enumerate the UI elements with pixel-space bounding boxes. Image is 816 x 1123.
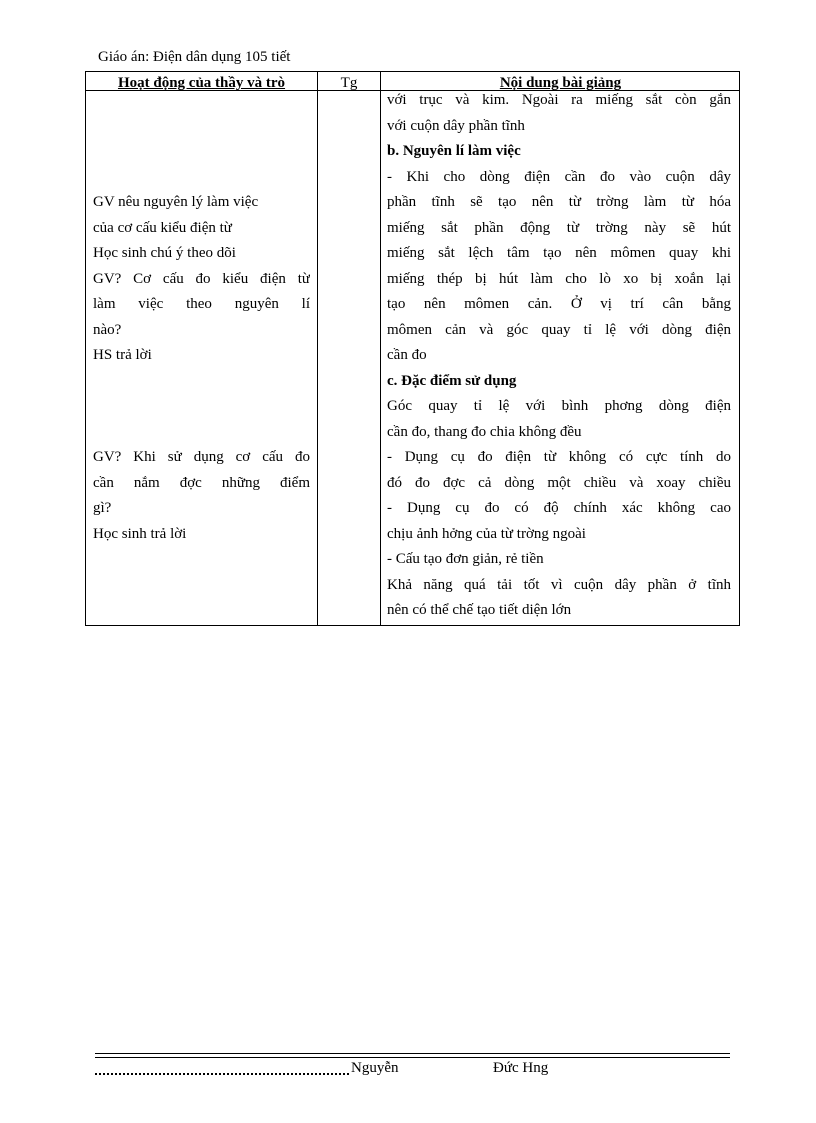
text-line: cần đo, thang đo chia không đều [387,423,582,440]
text-line [93,88,310,114]
text-line: Học sinh chú ý theo dõi [93,245,236,261]
text-line [93,114,310,140]
text-line [93,420,310,446]
text-line: Khả năng quá tải tốt vì cuộn dây phần ở tĩnh [387,576,731,593]
text-line: - Dụng cụ đo điện từ không có cực tính do [387,449,731,465]
lesson-table [85,71,740,626]
text-line: phần tĩnh sẽ tạo nên từ trờng làm từ hóa [387,194,731,210]
text-line: nào? [93,321,122,338]
text-line: làm việc theo nguyên lí [93,296,310,312]
text-line: miếng thép bị hút làm cho lò xo bị xoắn lại [387,270,731,287]
text-line [93,394,310,420]
footer-dotted-leader [95,1059,349,1075]
document-header-title: Giáo án: Điện dân dụng 105 tiết [98,49,291,65]
header-teacher-student-activity: Hoạt động của thầy và trò [117,75,286,90]
text-line: của cơ cấu kiểu điện từ [93,219,232,236]
text-line: Học sinh trả lời [93,525,187,542]
text-line [93,139,310,165]
text-line: gì? [93,500,112,516]
text-line: cần đo [387,347,427,363]
text-line: miếng sắt phần động từ trờng này sẽ hút [387,219,731,236]
text-line: tạo nên mômen cản. Ở vị trí cân bằng [387,296,731,312]
text-line: chịu ảnh hởng của từ trờng ngoài [387,525,586,542]
section-heading: b. Nguyên lí làm việc [387,143,521,159]
column-divider [317,72,318,625]
section-heading: c. Đặc điểm sử dụng [387,372,517,389]
text-line: - Khi cho dòng điện cần đo vào cuộn dây [387,168,731,185]
text-line: đó đo đợc cả dòng một chiều và xoay chiều [387,474,731,491]
text-line: - Dụng cụ đo có độ chính xác không cao [387,500,731,516]
text-line: cần nắm đợc những điểm [93,474,310,491]
text-line: miếng sắt lệch tâm tạo nên mômen quay khi [387,245,731,261]
activity-column [93,88,310,547]
header-lesson-content: Nội dung bài giảng [499,75,622,90]
text-line: GV? Cơ cấu đo kiểu điện từ [93,270,310,287]
text-line: HS trả lời [93,347,152,363]
text-line [93,369,310,395]
text-line: GV nêu nguyên lý làm việc [93,194,259,210]
text-line [93,165,310,191]
footer-author-lastname: Đức Hng [493,1060,549,1076]
column-divider [380,72,381,625]
text-line: mômen cản và góc quay tỉ lệ với dòng điện [387,321,731,338]
text-line: với cuộn dây phần tĩnh [387,117,525,134]
footer-author-firstname: Nguyễn [351,1060,399,1076]
header-time: Tg [340,75,358,90]
text-line: với trục và kim. Ngoài ra miếng sắt còn gắn [387,92,731,108]
text-line: Góc quay tỉ lệ với bình phơng dòng điện [387,398,731,414]
footer-double-rule [95,1053,730,1058]
text-line: nên có thể chế tạo tiết diện lớn [387,602,572,618]
text-line: GV? Khi sử dụng cơ cấu đo [93,449,310,465]
text-line: - Cấu tạo đơn giản, rẻ tiền [387,551,544,567]
content-column [387,88,731,624]
